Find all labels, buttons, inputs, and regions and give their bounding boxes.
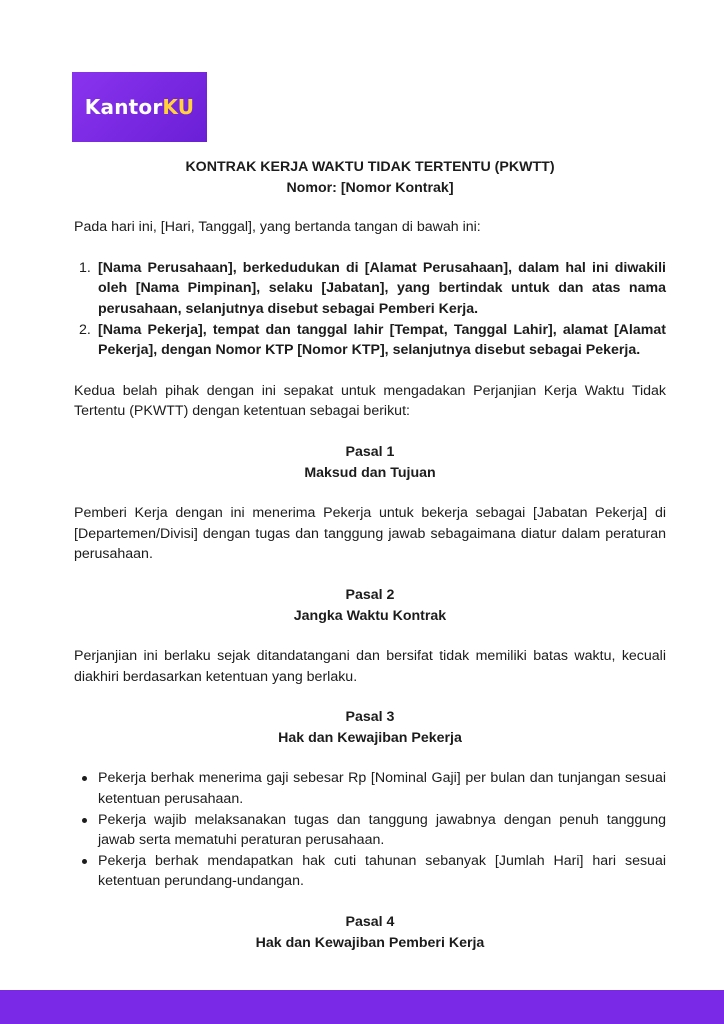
- party-text: [Nama Pekerja], tempat dan tanggal lahir [Tempat, Tanggal Lahir], alamat [Alamat Pekerja], dengan Nomor KTP [Nomor KTP], selanjutnya disebut sebagai Pekerja.: [98, 321, 666, 359]
- pasal-2-heading: [74, 585, 666, 626]
- pasal-2-title: Jangka Waktu Kontrak: [293, 607, 447, 624]
- pasal-3-list: [74, 768, 666, 892]
- logo-text: [85, 95, 194, 119]
- list-item: [74, 851, 666, 892]
- pasal-3-heading: [74, 707, 666, 748]
- party-number: 2.: [79, 321, 91, 338]
- bullet-icon: [82, 859, 87, 864]
- contract-number: Nomor: [Nomor Kontrak]: [286, 179, 454, 196]
- logo-accent-text: KU: [162, 95, 195, 119]
- agreement-paragraph: Kedua belah pihak dengan ini sepakat untuk mengadakan Perjanjian Kerja Waktu Tidak Tertentu (PKWTT) dengan ketentuan sebagai berikut:: [74, 382, 666, 420]
- document-title: KONTRAK KERJA WAKTU TIDAK TERTENTU (PKWTT): [185, 159, 555, 175]
- footer-bar: [0, 990, 724, 1024]
- pasal-1-number: Pasal 1: [345, 443, 395, 460]
- bullet-icon: [82, 776, 87, 781]
- pasal-2-number: Pasal 2: [345, 586, 395, 603]
- list-item: [74, 768, 666, 809]
- pasal-3-number: Pasal 3: [345, 709, 395, 726]
- document-header: [74, 157, 666, 198]
- list-item-text: Pekerja wajib melaksanakan tugas dan tanggung jawabnya dengan penuh tanggung jawab serta mematuhi peraturan perusahaan.: [98, 811, 666, 849]
- list-item: [74, 810, 666, 851]
- party-number: 1.: [79, 259, 91, 276]
- pasal-1-heading: [74, 442, 666, 483]
- bullet-icon: [82, 818, 87, 823]
- list-item-text: Pekerja berhak menerima gaji sebesar Rp [Nominal Gaji] per bulan dan tunjangan sesuai ketentuan perusahaan.: [98, 770, 666, 808]
- intro-paragraph: Pada hari ini, [Hari, Tanggal], yang bertanda tangan di bawah ini:: [74, 219, 481, 236]
- party-item: [74, 320, 666, 361]
- pasal-1-body: Pemberi Kerja dengan ini menerima Pekerja untuk bekerja sebagai [Jabatan Pekerja] di [Departemen/Divisi] dengan tugas dan tanggung jawab sebagaimana diatur dalam peraturan perusahaan.: [74, 505, 666, 563]
- logo-main-text: Kantor: [84, 95, 163, 119]
- party-item: [74, 258, 666, 320]
- parties-list: [74, 258, 666, 361]
- pasal-4-number: Pasal 4: [345, 914, 395, 931]
- list-item-text: Pekerja berhak mendapatkan hak cuti tahunan sebanyak [Jumlah Hari] hari sesuai ketentuan perundang-undangan.: [98, 852, 666, 890]
- pasal-2-body: Perjanjian ini berlaku sejak ditandatangani dan bersifat tidak memiliki batas waktu, kecuali diakhiri berdasarkan ketentuan yang berlaku.: [74, 648, 666, 685]
- pasal-4-title: Hak dan Kewajiban Pemberi Kerja: [255, 934, 485, 951]
- party-text: [Nama Perusahaan], berkedudukan di [Alamat Perusahaan], dalam hal ini diwakili oleh [Nama Pimpinan], selaku [Jabatan], yang bertindak untuk dan atas nama perusahaan, selanjutnya disebut sebagai Pemberi Kerja.: [98, 259, 666, 317]
- company-logo: [72, 72, 207, 142]
- pasal-3-title: Hak dan Kewajiban Pekerja: [278, 729, 462, 746]
- document-body: [74, 157, 666, 953]
- pasal-1-title: Maksud dan Tujuan: [304, 464, 436, 481]
- pasal-4-heading: [74, 912, 666, 953]
